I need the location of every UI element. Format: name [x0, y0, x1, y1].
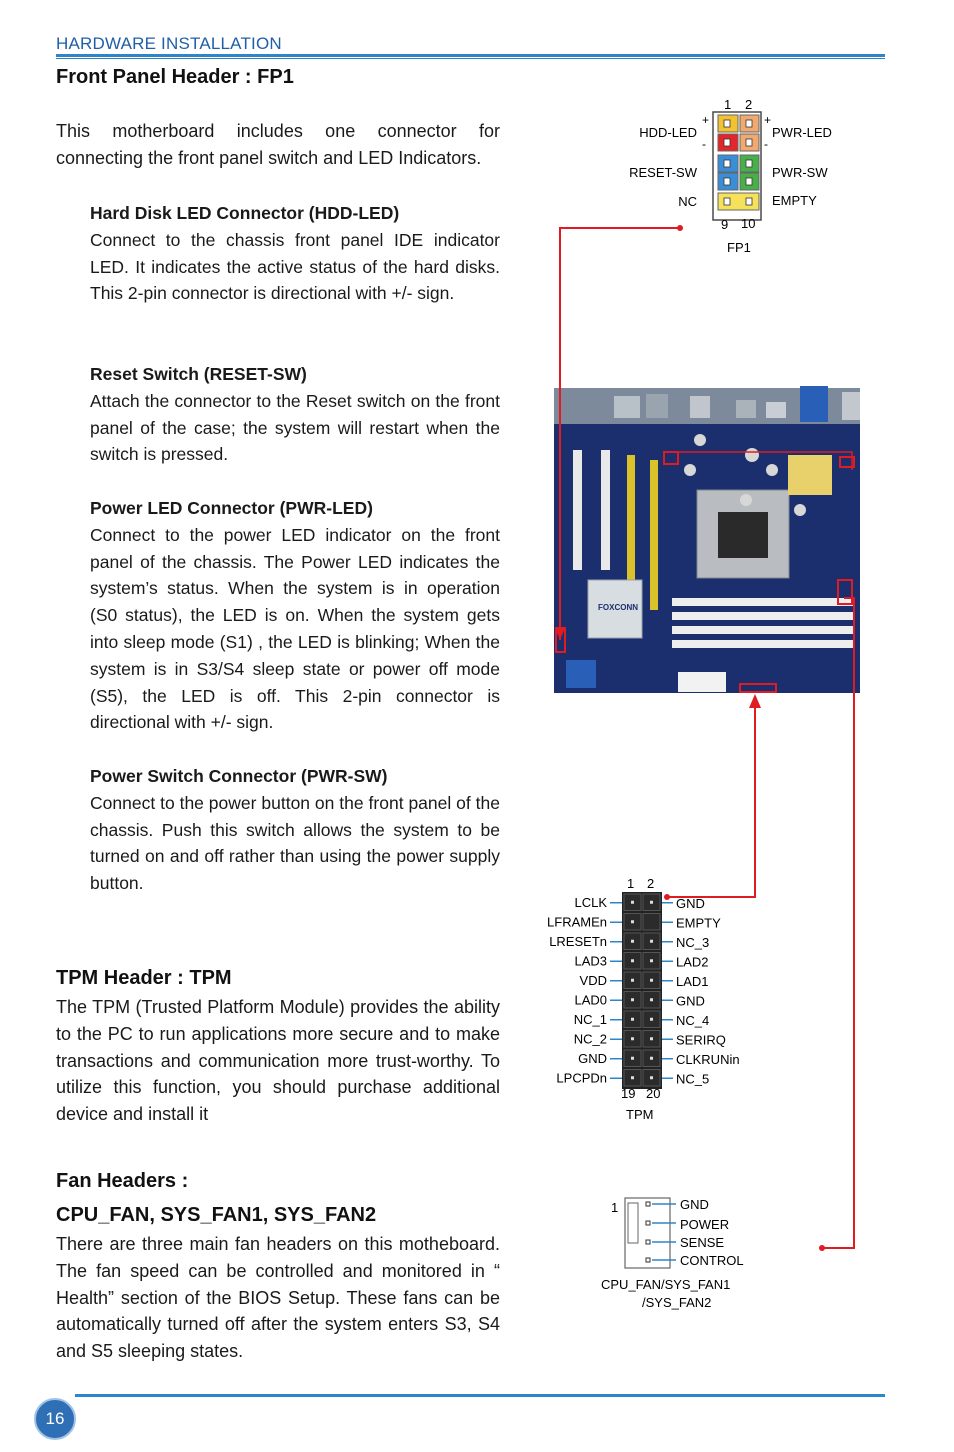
fan-caption-line1: CPU_FAN/SYS_FAN1 [601, 1277, 731, 1292]
page-number: 16 [34, 1398, 76, 1440]
tpm-right-label: NC_3 [676, 934, 710, 950]
tpm-name-label: TPM [626, 1107, 654, 1122]
tpm-body: The TPM (Trusted Platform Module) provides the ability to the PC to run applications more secure and to make transactions and communication more trust-worthy. To utilize this function, you should purchase additional device and install it [56, 997, 500, 1125]
fp1-pin-2-label: 2 [745, 97, 753, 112]
fan-heading: Fan Headers : [56, 1170, 189, 1192]
fan-caption-line2: /SYS_FAN2 [642, 1295, 712, 1310]
fp1-nc-label: NC [678, 194, 697, 209]
tpm-pin-20-label: 20 [646, 1086, 661, 1101]
fp1-minus-left: - [702, 137, 706, 151]
fp1-plus-right: + [764, 113, 772, 127]
tpm-left-label: NC_2 [573, 1031, 607, 1047]
tpm-left-labels [547, 895, 622, 1086]
tpm-right-label: LAD1 [676, 973, 709, 989]
tpm-left-label: LCLK [574, 894, 607, 910]
tpm-left-label: LAD0 [574, 992, 607, 1008]
board-brand-label: FOXCONN [598, 603, 638, 612]
tpm-heading: TPM Header : TPM [56, 967, 232, 989]
tpm-right-labels [662, 896, 740, 1087]
tpm-right-label: EMPTY [676, 915, 721, 931]
fp1-pin-9-label: 9 [721, 217, 729, 232]
fp1-name-label: FP1 [727, 240, 751, 255]
pwr-sw-title: Power Switch Connector (PWR-SW) [90, 766, 388, 786]
fp1-pin-1-label: 1 [724, 97, 732, 112]
tpm-left-label: LRESETn [549, 933, 607, 949]
fp1-diagram [629, 97, 832, 255]
fan-pin-1-label: 1 [611, 1200, 619, 1215]
fan-callout-line [822, 598, 854, 1248]
pwr-led-body: Connect to the power LED indicator on the front panel of the chassis. The Power LED indicates the system’s status. When the system is in operation (S0 status), the LED is on. When the system gets into sleep mode (S1) , the LED is blinking; When the system is in S3/S4 sleep state or power off mode (S5), the LED is off. This 2-pin connector is directional with +/- sign. [90, 524, 500, 733]
tpm-right-label: GND [676, 895, 705, 911]
tpm-right-label: LAD2 [676, 954, 709, 970]
tpm-pin-19-label: 19 [621, 1086, 636, 1101]
tpm-left-label: LPCPDn [556, 1070, 607, 1086]
fp1-hdd-led-label: HDD-LED [639, 125, 697, 140]
section-label: HARDWARE INSTALLATION [56, 34, 282, 53]
tpm-callout-line [667, 700, 755, 897]
tpm-left-label: VDD [579, 972, 607, 988]
fp1-minus-right: - [764, 137, 768, 151]
tpm-right-label: GND [676, 993, 705, 1009]
pwr-sw-body: Connect to the power button on the front panel of the chassis. Push this switch allows the system to be turned on and off rather than using the power supply button. [90, 792, 500, 894]
fan-body: There are three main fan headers on this motheboard. The fan speed can be controlled and monitored in “ Health” section of the BIOS Setup. These fans can be automatically turned off after the system enters S3, S4 and S5 sleeping states. [56, 1234, 500, 1362]
reset-sw-body: Attach the connector to the Reset switch on the front panel of the case; the system will restart when the switch is pressed. [90, 390, 500, 465]
fan-sense-label: SENSE [680, 1235, 725, 1250]
tpm-diagram [547, 876, 740, 1122]
fp1-reset-sw-label: RESET-SW [629, 165, 697, 180]
tpm-left-label: LAD3 [574, 953, 607, 969]
tpm-pin [643, 914, 660, 931]
hdd-led-title: Hard Disk LED Connector (HDD-LED) [90, 203, 400, 223]
fp1-pwr-led-label: PWR-LED [772, 125, 832, 140]
tpm-left-label: LFRAMEn [547, 914, 607, 930]
tpm-right-label: CLKRUNin [676, 1051, 740, 1067]
callout-lines [555, 225, 854, 1251]
fp1-empty-label: EMPTY [772, 193, 817, 208]
tpm-right-label: NC_5 [676, 1071, 710, 1087]
fp1-plus-left: + [702, 113, 710, 127]
fan-gnd-label: GND [680, 1197, 709, 1212]
tpm-left-label: NC_1 [573, 1011, 607, 1027]
pwr-led-title: Power LED Connector (PWR-LED) [90, 498, 373, 518]
fp1-pin-10-label: 10 [741, 216, 756, 231]
fp1-intro: This motherboard includes one connector for connecting the front panel switch and LED Indicators. [56, 121, 500, 168]
footer-rule [75, 1394, 885, 1397]
tpm-pin-2-label: 2 [647, 876, 655, 891]
tpm-pin-1-label: 1 [627, 876, 635, 891]
fan-power-label: POWER [680, 1217, 730, 1232]
motherboard-image [554, 386, 860, 693]
fan-heading-line2: CPU_FAN, SYS_FAN1, SYS_FAN2 [56, 1204, 377, 1226]
fp1-heading: Front Panel Header : FP1 [56, 66, 294, 88]
fan-diagram [601, 1197, 744, 1310]
reset-sw-title: Reset Switch (RESET-SW) [90, 364, 307, 384]
hdd-led-body: Connect to the chassis front panel IDE indicator LED. It indicates the active status of the hard disks. This 2-pin connector is directional with +/- sign. [90, 229, 500, 304]
tpm-pin-array [622, 892, 662, 1089]
fp1-pwr-sw-label: PWR-SW [772, 165, 828, 180]
fan-control-label: CONTROL [680, 1253, 744, 1268]
tpm-left-label: GND [578, 1050, 607, 1066]
tpm-right-label: NC_4 [676, 1012, 710, 1028]
tpm-right-label: SERIRQ [676, 1032, 726, 1048]
